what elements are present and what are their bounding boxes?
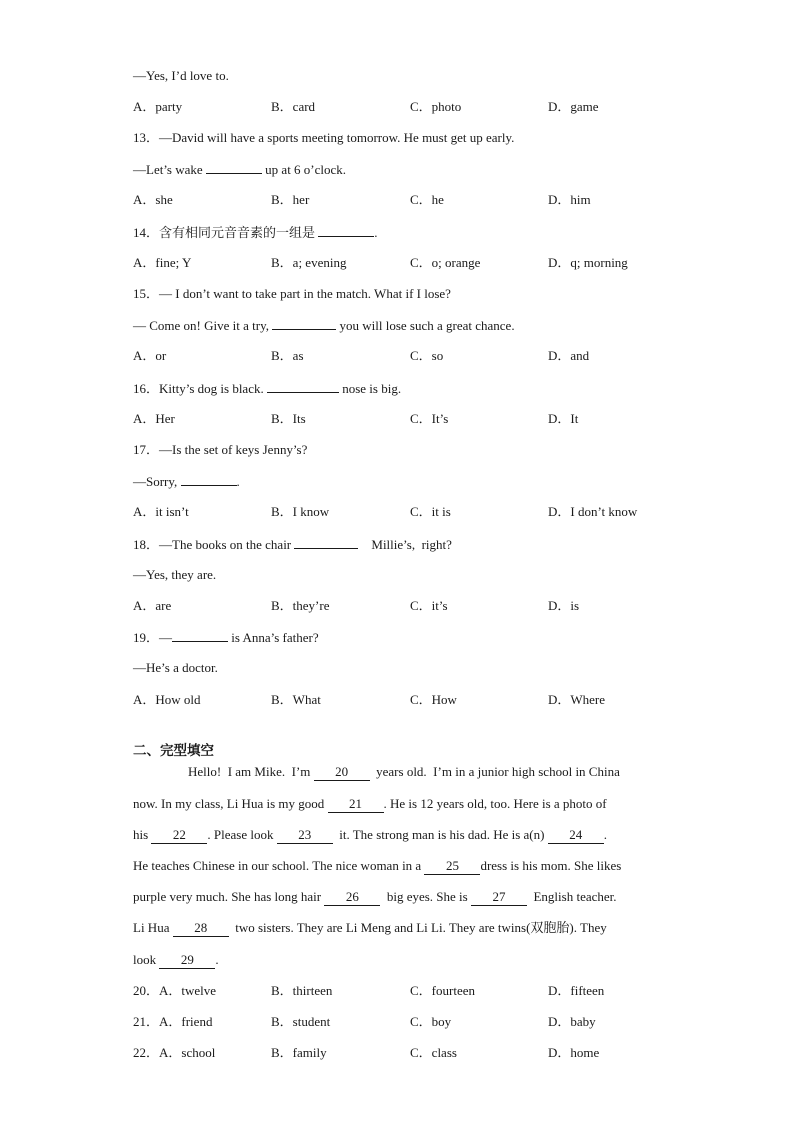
q16-text-b: nose is big. — [338, 381, 402, 396]
q18-text-a: 18．—The books on the chair — [133, 537, 295, 552]
q14-text-a: 14．含有相同元音音素的一组是 — [133, 225, 319, 240]
passage-text: two sisters. They are Li Meng and Li Li. They are twins(双胞胎). They — [228, 920, 607, 935]
q18-text-b: Millie’s, right? — [358, 537, 452, 552]
q17-option-d: D．I don’t know — [548, 504, 638, 519]
q13-line2 — [133, 161, 346, 178]
passage-text: Hello! I am Mike. I’m — [188, 764, 314, 779]
q22-option-a-text: A．school — [159, 1045, 216, 1060]
q14-text-b: . — [374, 225, 378, 240]
q20-option-a-text: A．twelve — [159, 983, 217, 998]
q17-stem: 17．—Is the set of keys Jenny’s? — [133, 442, 308, 457]
q13-text-b: up at 6 o’clock. — [261, 162, 347, 177]
q22-option-d: D．home — [548, 1045, 600, 1060]
q20-option-d: D．fifteen — [548, 983, 605, 998]
q15-text-a: — Come on! Give it a try, — [133, 318, 273, 333]
passage-text: . He is 12 years old, too. Here is a photo of — [383, 796, 607, 811]
blank-25: 25 — [424, 858, 480, 875]
q20-option-c: C．fourteen — [410, 983, 475, 998]
q15-option-c: C．so — [410, 348, 444, 363]
q15-option-a: A．or — [133, 348, 167, 363]
q15-line2 — [133, 317, 515, 334]
q17-text-a: —Sorry, — [133, 474, 181, 489]
passage-text: dress is his mom. She likes — [480, 858, 622, 873]
section-title-cloze: 二、完型填空 — [133, 743, 214, 759]
passage-line-1 — [188, 764, 620, 781]
q21-option-b: B．student — [271, 1014, 331, 1029]
passage-text: big eyes. She is — [380, 889, 471, 904]
q17-option-b: B．I know — [271, 504, 330, 519]
q22-option-a — [133, 1045, 215, 1061]
passage-text: look — [133, 952, 160, 967]
blank-23: 23 — [277, 827, 333, 844]
passage-line-5 — [133, 889, 617, 906]
blank-22: 22 — [151, 827, 207, 844]
q13-text-a: —Let’s wake — [133, 162, 206, 177]
q18-option-a: A．are — [133, 598, 172, 613]
passage-text: now. In my class, Li Hua is my good — [133, 796, 328, 811]
q17-blank — [181, 473, 237, 486]
q20-option-b: B．thirteen — [271, 983, 333, 998]
q13-option-b: B．her — [271, 192, 310, 207]
blank-20: 20 — [314, 764, 370, 781]
passage-text: . — [603, 827, 607, 842]
q13-stem: 13．—David will have a sports meeting tomorrow. He must get up early. — [133, 130, 515, 145]
q21-option-a-text: A．friend — [159, 1014, 213, 1029]
q16-option-b: B．Its — [271, 411, 306, 426]
q14-option-a: A．fine; Y — [133, 255, 192, 270]
q18-blank — [294, 536, 358, 549]
q12-option-b: B．card — [271, 99, 316, 114]
blank-27: 27 — [471, 889, 527, 906]
passage-text: it. The strong man is his dad. He is a(n) — [332, 827, 548, 842]
q20-number: 20． — [133, 983, 160, 998]
blank-24: 24 — [548, 827, 604, 844]
q19-option-d: D．Where — [548, 692, 606, 707]
q19-text-b: is Anna’s father? — [228, 630, 319, 645]
q16-text-a: 16．Kitty’s dog is black. — [133, 381, 267, 396]
q17-text-b: . — [236, 474, 240, 489]
q22-option-b: B．family — [271, 1045, 327, 1060]
q15-blank — [272, 317, 336, 330]
q15-option-b: B．as — [271, 348, 304, 363]
passage-line-7 — [133, 952, 219, 969]
q13-option-c: C．he — [410, 192, 444, 207]
q18-option-b: B．they’re — [271, 598, 330, 613]
passage-text: He teaches Chinese in our school. The nice woman in a — [133, 858, 425, 873]
passage-line-3 — [133, 827, 607, 844]
q15-option-d: D．and — [548, 348, 590, 363]
blank-21: 21 — [328, 796, 384, 813]
q19-blank — [172, 629, 228, 642]
q14-option-d: D．q; morning — [548, 255, 628, 270]
passage-text: English teacher. — [526, 889, 617, 904]
q15-stem: 15．— I don’t want to take part in the match. What if I lose? — [133, 286, 451, 301]
q13-blank — [206, 161, 262, 174]
q22-number: 22． — [133, 1045, 160, 1060]
q14-option-b: B．a; evening — [271, 255, 347, 270]
blank-28: 28 — [173, 920, 229, 937]
q21-number: 21． — [133, 1014, 160, 1029]
q19-reply: —He’s a doctor. — [133, 660, 218, 675]
passage-text: Li Hua — [133, 920, 173, 935]
passage-text: purple very much. She has long hair — [133, 889, 325, 904]
q13-option-d: D．him — [548, 192, 591, 207]
q12-option-a: A．party — [133, 99, 183, 114]
q18-reply: —Yes, they are. — [133, 567, 217, 582]
q19-option-b: B．What — [271, 692, 321, 707]
q20-option-a — [133, 983, 216, 999]
q16-stem — [133, 380, 401, 397]
q19-option-a: A．How old — [133, 692, 201, 707]
q15-text-b: you will lose such a great chance. — [336, 318, 515, 333]
q18-option-c: C．it’s — [410, 598, 448, 613]
q19-text-a: 19．— — [133, 630, 173, 645]
q17-line2 — [133, 473, 240, 490]
q16-option-a: A．Her — [133, 411, 175, 426]
q12-option-c: C．photo — [410, 99, 462, 114]
q19-option-c: C．How — [410, 692, 457, 707]
q19-stem — [133, 629, 319, 646]
q12-option-d: D．game — [548, 99, 599, 114]
passage-line-4 — [133, 858, 621, 875]
q12-reply: —Yes, I’d love to. — [133, 68, 229, 83]
q13-option-a: A．she — [133, 192, 173, 207]
q18-stem — [133, 536, 452, 553]
passage-text: . — [215, 952, 219, 967]
q17-option-c: C．it is — [410, 504, 451, 519]
q16-option-c: C．It’s — [410, 411, 449, 426]
q14-blank — [318, 224, 374, 237]
q21-option-c: C．boy — [410, 1014, 452, 1029]
blank-26: 26 — [324, 889, 380, 906]
blank-29: 29 — [159, 952, 215, 969]
q22-option-c: C．class — [410, 1045, 457, 1060]
q14-option-c: C．o; orange — [410, 255, 481, 270]
q18-option-d: D．is — [548, 598, 580, 613]
q21-option-d: D．baby — [548, 1014, 596, 1029]
q14-stem — [133, 224, 378, 241]
passage-text: his — [133, 827, 152, 842]
q21-option-a — [133, 1014, 212, 1030]
q17-option-a: A．it isn’t — [133, 504, 189, 519]
passage-line-6 — [133, 920, 607, 937]
passage-text: . Please look — [207, 827, 277, 842]
passage-text: years old. I’m in a junior high school in China — [369, 764, 620, 779]
q16-blank — [267, 380, 339, 393]
passage-line-2 — [133, 796, 607, 813]
q16-option-d: D．It — [548, 411, 579, 426]
